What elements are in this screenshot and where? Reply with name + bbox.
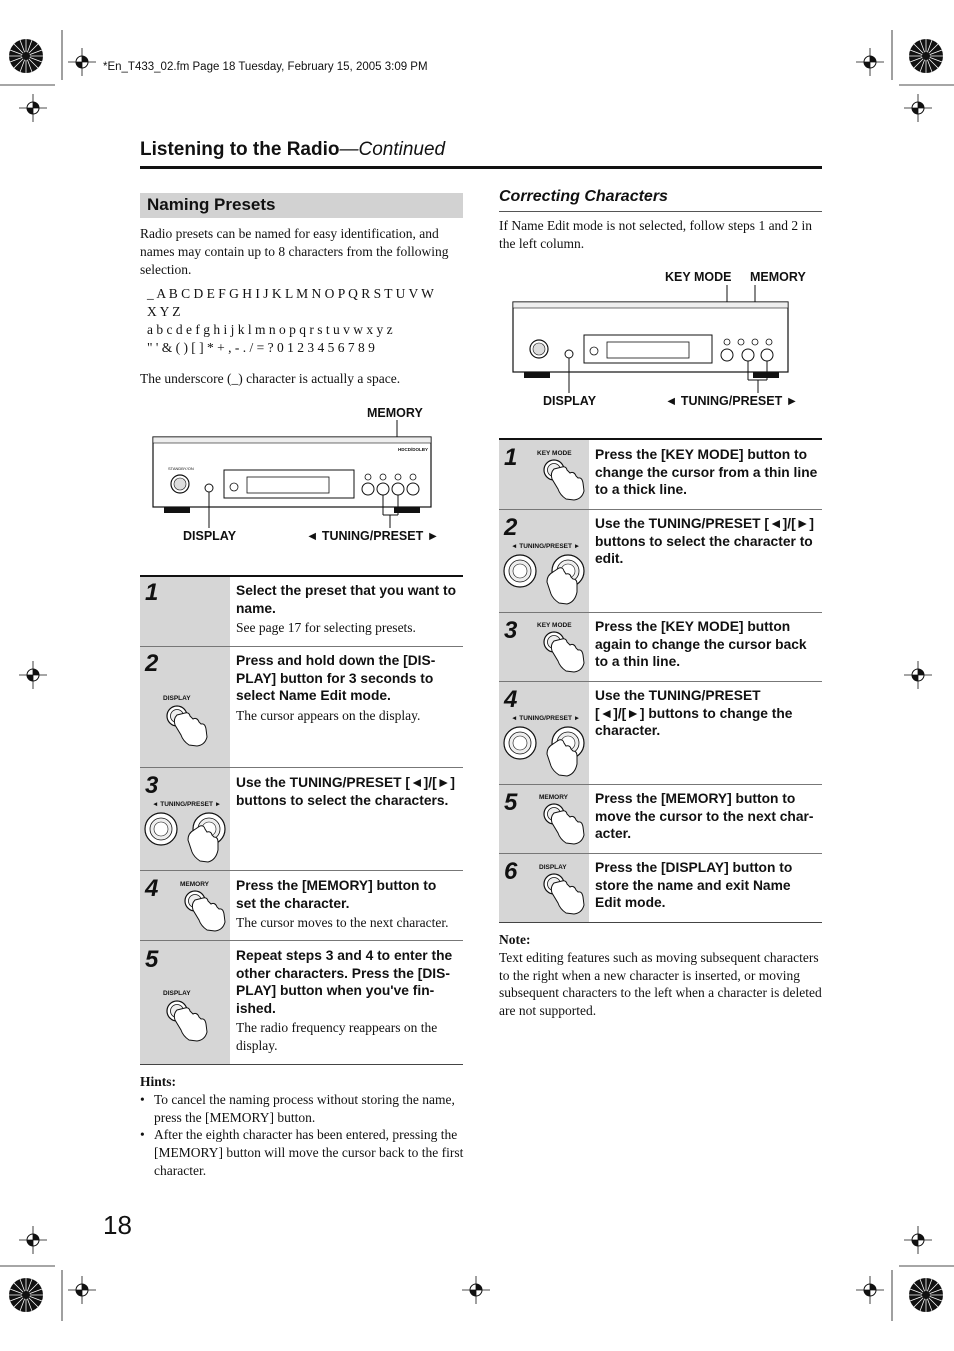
- right-step-5-number: 5: [504, 789, 518, 816]
- underscore-note: The underscore (_) character is actually a space.: [140, 371, 401, 386]
- brand-label: HDCD/DOLBY: [398, 447, 428, 452]
- left-step-4-title: Press the [MEMORY] button to set the character.: [236, 878, 437, 911]
- right-step-6-icon-label: DISPLAY: [539, 864, 567, 871]
- left-step-2-icon-label: DISPLAY: [163, 695, 191, 702]
- left-step-2-number: 2: [145, 650, 159, 677]
- right-step-4-number: 4: [504, 686, 518, 713]
- left-steps-bottom-rule: [140, 1064, 463, 1065]
- note-title: Note:: [499, 932, 531, 947]
- left-step-3-icon-label: ◄ TUNING/PRESET ►: [152, 801, 222, 808]
- tuner-front-panel: [150, 420, 440, 530]
- right-step-2-icon-label: ◄ TUNING/PRESET ►: [511, 543, 581, 550]
- tuning-buttons-icon: [142, 808, 228, 866]
- page-title: [140, 139, 445, 161]
- left-step-5-icon-label: DISPLAY: [163, 990, 191, 997]
- press-button-icon: [540, 871, 590, 916]
- memory-label: MEMORY: [750, 270, 806, 284]
- tuning-buttons-icon: [501, 722, 587, 780]
- right-step-1-title: Press the [KEY MODE] button to change the cursor from a thin line to a thick line.: [595, 447, 818, 498]
- title-rule: [140, 166, 822, 169]
- chars-upper-cont: X Y Z: [147, 304, 181, 319]
- hints-section: [140, 1073, 465, 1180]
- left-step-5-number: 5: [145, 946, 159, 973]
- note-section: [499, 931, 824, 1020]
- left-step-4-icon-label: MEMORY: [180, 881, 210, 888]
- left-step-1-title: Select the preset that you want to name.: [236, 583, 457, 616]
- power-knob-label: STANDBY/ON: [168, 466, 194, 471]
- key-mode-label: KEY MODE: [665, 270, 732, 284]
- note-text: Text editing features such as moving subsequent characters to the right when a new character is inserted, or moving subsequent characters to the left when a character is deleted are not supported.: [499, 949, 822, 1019]
- file-header: *En_T433_02.fm Page 18 Tuesday, February 15, 2005 3:09 PM: [103, 61, 428, 73]
- press-button-icon: [181, 888, 231, 933]
- chars-symbols: " ' & ( ) [ ] * + , - . / = ? 0 1 2 3 4 5 6 7 8 9: [147, 340, 375, 355]
- right-step-1-icon-label: KEY MODE: [537, 450, 572, 457]
- right-step-5-title: Press the [MEMORY] button to move the cursor to the next char-acter.: [595, 791, 814, 842]
- press-button-icon: [540, 457, 590, 502]
- right-step-5-icon-label: MEMORY: [539, 794, 569, 801]
- right-step-3-icon-label: KEY MODE: [537, 622, 572, 629]
- hint-item: • To cancel the naming process without storing the name, press the [MEMORY] button.: [140, 1091, 465, 1127]
- left-step-5-desc: The radio frequency reappears on the display.: [236, 1020, 438, 1053]
- left-step-4-number: 4: [145, 875, 159, 902]
- press-button-icon: [540, 801, 590, 846]
- left-step-4-desc: The cursor moves to the next character.: [236, 915, 449, 930]
- chars-upper: _ A B C D E F G H I J K L M N O P Q R S T U V W: [147, 286, 434, 301]
- right-step-2-title: Use the TUNING/PRESET [◄]/[►] buttons to select the character to edit.: [595, 516, 814, 567]
- press-button-icon: [163, 998, 213, 1043]
- right-step-6-number: 6: [504, 858, 518, 885]
- right-step-6-title: Press the [DISPLAY] button to store the name and exit Name Edit mode.: [595, 860, 793, 911]
- page-number: 18: [103, 1210, 132, 1240]
- tuning-buttons-icon: [501, 550, 587, 608]
- hints-title: Hints:: [140, 1074, 177, 1089]
- display-label: DISPLAY: [543, 394, 597, 408]
- section-title: Listening to the Radio: [140, 139, 340, 160]
- left-step-1-desc: See page 17 for selecting presets.: [236, 620, 416, 635]
- section-title-continued: —Continued: [339, 139, 446, 160]
- right-step-4-icon-label: ◄ TUNING/PRESET ►: [511, 715, 581, 722]
- press-button-icon: [163, 703, 213, 748]
- subheading-rule: [499, 211, 822, 212]
- right-step-3-number: 3: [504, 617, 518, 644]
- right-steps-bottom-rule: [499, 922, 822, 923]
- left-step-3-number: 3: [145, 772, 159, 799]
- right-step-4-title: Use the TUNING/PRESET [◄]/[►] buttons to change the character.: [595, 688, 793, 739]
- left-step-2-desc: The cursor appears on the display.: [236, 708, 421, 723]
- right-step-2-number: 2: [504, 514, 518, 541]
- tuning-preset-label: ◄ TUNING/PRESET ►: [306, 529, 440, 543]
- display-label: DISPLAY: [183, 529, 237, 543]
- tuner-front-panel: [510, 285, 800, 395]
- correcting-characters-heading: Correcting Characters: [499, 188, 668, 205]
- chars-lower: a b c d e f g h i j k l m n o p q r s t u v w x y z: [147, 322, 393, 337]
- right-step-3-title: Press the [KEY MODE] button again to change the cursor back to a thin line.: [595, 619, 807, 670]
- left-step-5-title: Repeat steps 3 and 4 to enter the other characters. Press the [DIS-PLAY] button when you've fin-ished.: [236, 948, 453, 1016]
- correcting-intro: If Name Edit mode is not selected, follow steps 1 and 2 in the left column.: [499, 218, 813, 251]
- left-step-2-title: Press and hold down the [DIS-PLAY] button for 3 seconds to select Name Edit mode.: [236, 653, 436, 704]
- naming-intro: Radio presets can be named for easy identification, and names may contain up to 8 characters from the following selection.: [140, 226, 449, 277]
- naming-presets-heading: Naming Presets: [140, 193, 463, 218]
- left-step-1-number: 1: [145, 579, 159, 606]
- hint-item: • After the eighth character has been entered, pressing the [MEMORY] button will move the cursor back to the first character.: [140, 1126, 465, 1179]
- press-button-icon: [540, 629, 590, 674]
- memory-label: MEMORY: [367, 406, 423, 420]
- tuning-preset-label: ◄ TUNING/PRESET ►: [665, 394, 799, 408]
- character-set: [147, 285, 463, 357]
- left-step-3-title: Use the TUNING/PRESET [◄]/[►] buttons to select the characters.: [236, 775, 455, 808]
- right-step-1-number: 1: [504, 444, 518, 471]
